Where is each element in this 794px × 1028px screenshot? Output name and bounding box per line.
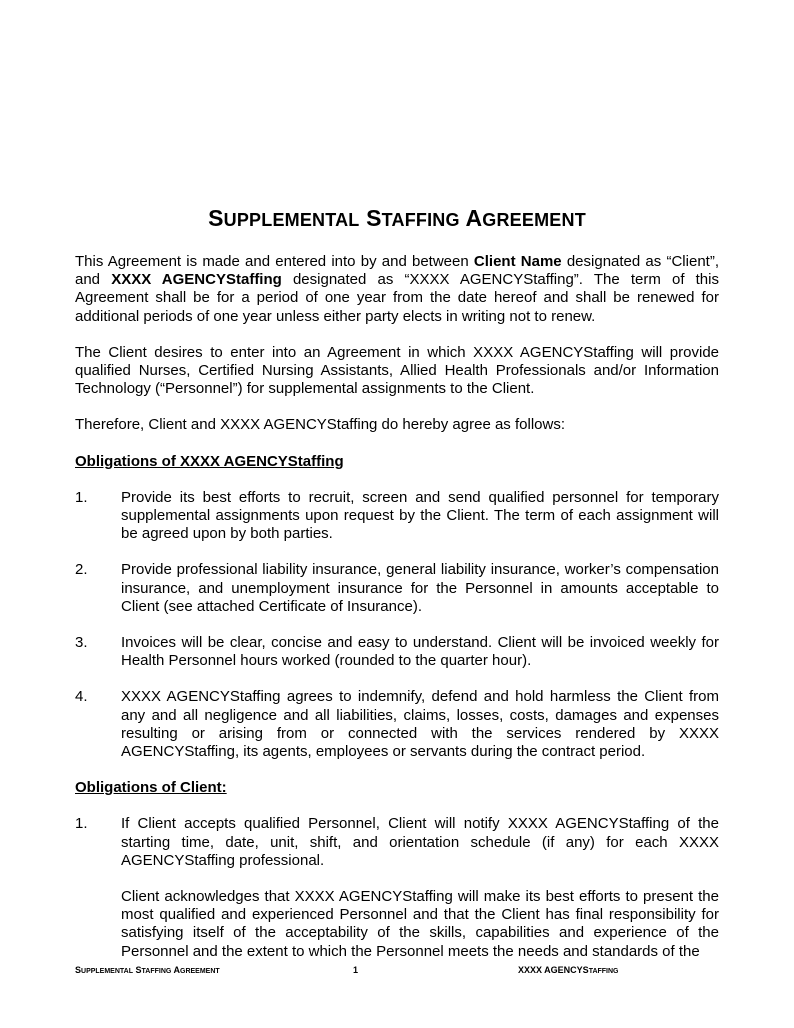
list-item-number: 1. [75,488,88,506]
title-word-3: AGREEMENT [465,205,586,231]
list-item-number: 1. [75,815,88,833]
section-heading-client-obligations: Obligations of Client: [75,779,227,797]
agreement-paragraph: Therefore, Client and XXXX AGENCYStaffing do hereby agree as follows: [75,416,565,434]
list-item-number: 3. [75,634,88,652]
document-body [75,253,719,961]
title-word-2: STAFFING [366,205,460,231]
intro-paragraph: This Agreement is made and entered into by and between Client Name designated as “Client”, and XXXX AGENCYStaffing designated as “XXXX AGENCYStaffing”. The term of this Agreement shall be for a period of one year from the date hereof and shall be renewed for additional periods of one year unless either party elects in writing not to renew. [75,253,719,325]
document-title [75,203,719,235]
purpose-paragraph: The Client desires to enter into an Agreement in which XXXX AGENCYStaffing will provide qualified Nurses, Certified Nursing Assistants, Allied Health Professionals and/or Information Technology (“Personnel”) for supplemental assignments to the Client. [75,343,719,398]
footer-agency-name: XXXX AGENCYSTAFFING [518,965,619,975]
footer-page-number: 1 [353,965,359,975]
list-item [75,688,719,761]
list-item [75,634,719,670]
list-item-number: 2. [75,561,88,579]
list-item [75,489,719,544]
section-heading-agency-obligations: Obligations of XXXX AGENCYStaffing [75,452,344,470]
list-item-text: XXXX AGENCYStaffing agrees to indemnify, defend and hold harmless the Client from any and all negligence and all liabilities, claims, losses, costs, damages and expenses resulting or arising from or connected with the services rendered by XXXX AGENCYStaffing, its agents, employees or servants during the contract period. [121,688,719,761]
list-item-text: Provide professional liability insurance, general liability insurance, worker’s compensation insurance, and unemployment insurance for the Personnel in amounts acceptable to Client (see attached Certificate of Insurance). [121,561,719,615]
list-item-text: Invoices will be clear, concise and easy to understand. Client will be invoiced weekly for Health Personnel hours worked (rounded to the quarter hour). [121,634,719,670]
list-item-text: If Client accepts qualified Personnel, Client will notify XXXX AGENCYStaffing of the starting time, date, unit, shift, and orientation schedule (if any) for each XXXX AGENCYStaffing professional. [121,815,719,869]
title-word-1: SUPPLEMENTAL [208,205,360,231]
client-name: Client Name [473,253,562,270]
footer-document-title: SUPPLEMENTAL STAFFING AGREEMENT [75,965,220,975]
list-item-text: Provide its best efforts to recruit, screen and send qualified personnel for temporary supplemental assignments upon request by the Client. The term of each assignment will be agreed upon by both parties. [121,488,719,543]
list-item [75,561,719,616]
agency-name: XXXX AGENCYStaffing [111,271,282,289]
continuation-paragraph: Client acknowledges that XXXX AGENCYStaffing will make its best efforts to present the most qualified and experienced Personnel and that the Client has final responsibility for satisfying itself of the acceptability of the skills, capabilities and experience of the Personnel and the extent to which the Personnel meets the needs and standards of the [121,888,719,960]
page-footer [75,963,719,977]
list-item-number: 4. [75,688,88,706]
list-item [75,815,719,870]
